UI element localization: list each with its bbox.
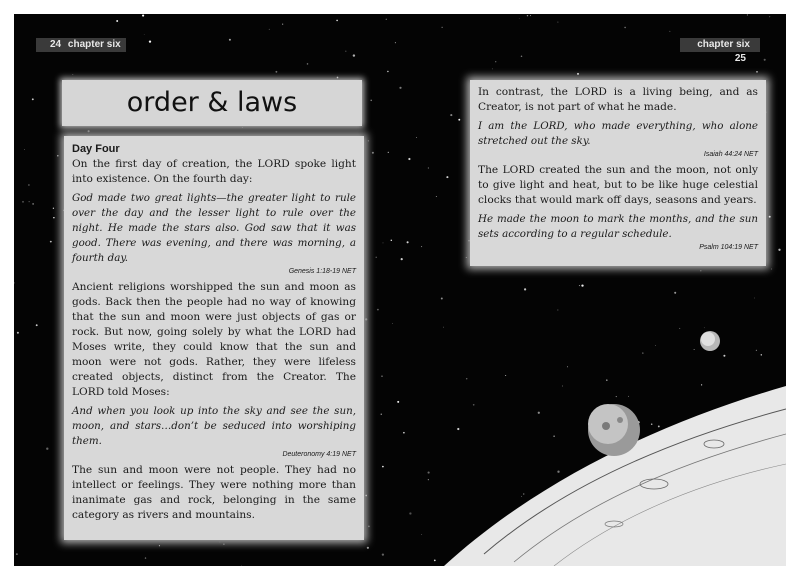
right-reference-1: Isaiah 44:24 NET (703, 151, 758, 158)
right-quote-2: He made the moon to mark the months, and the sun sets according to a regular schedule. (478, 213, 758, 240)
book-spread (14, 14, 786, 566)
moon-large (586, 402, 642, 458)
right-paragraph-2: The LORD created the sun and the moon, not only to give light and heat, but to be like huge celestial clocks that would mark off days, seasons and years. (478, 164, 758, 206)
section-heading: Day Four (72, 143, 120, 155)
right-page-number: 25 (734, 53, 746, 64)
right-paragraph-1: In contrast, the LORD is a living being, and as Creator, is not part of what he made. (478, 86, 758, 113)
right-page-header (680, 38, 760, 64)
left-quote-2: And when you look up into the sky and see the sun, moon, and stars…don’t be seduced into worshiping them. (72, 405, 356, 447)
left-page-number: 24 (50, 39, 62, 50)
moon-small (699, 330, 721, 352)
left-paragraph-3: The sun and moon were not people. They had no intellect or feelings. They were nothing more than inanimate gas and rock, belonging in the same category as rivers and mountains. (72, 464, 356, 521)
left-quote-1: God made two great lights—the greater light to rule over the day and the lesser light to rule over the night. He made the stars also. God saw that it was good. There was evening, and there was morning, a fourth day. (72, 192, 356, 264)
right-reference-2: Psalm 104:19 NET (699, 244, 758, 251)
left-chapter-label: chapter six (67, 39, 121, 50)
left-reference-1: Genesis 1:18-19 NET (288, 268, 356, 275)
left-page-header (36, 38, 126, 52)
page-title: order & laws (62, 80, 362, 126)
left-text-box (64, 136, 364, 540)
left-paragraph-2: Ancient religions worshipped the sun and moon as gods. Back then the people had no way of knowing that the sun and moon were just objects of gas or rock. But now, going solely by what the LORD had Moses write, they could know that the sun and moon were not gods. Rather, they were lifeless created objects, distinct from the Creator. The LORD told Moses: (72, 281, 356, 398)
left-reference-2: Deuteronomy 4:19 NET (282, 451, 356, 458)
left-paragraph-1: On the first day of creation, the LORD spoke light into existence. On the fourth day: (72, 158, 356, 185)
right-text-box (470, 80, 766, 266)
right-chapter-label: chapter six (697, 39, 750, 50)
right-quote-1: I am the LORD, who made everything, who alone stretched out the sky. (478, 120, 758, 147)
